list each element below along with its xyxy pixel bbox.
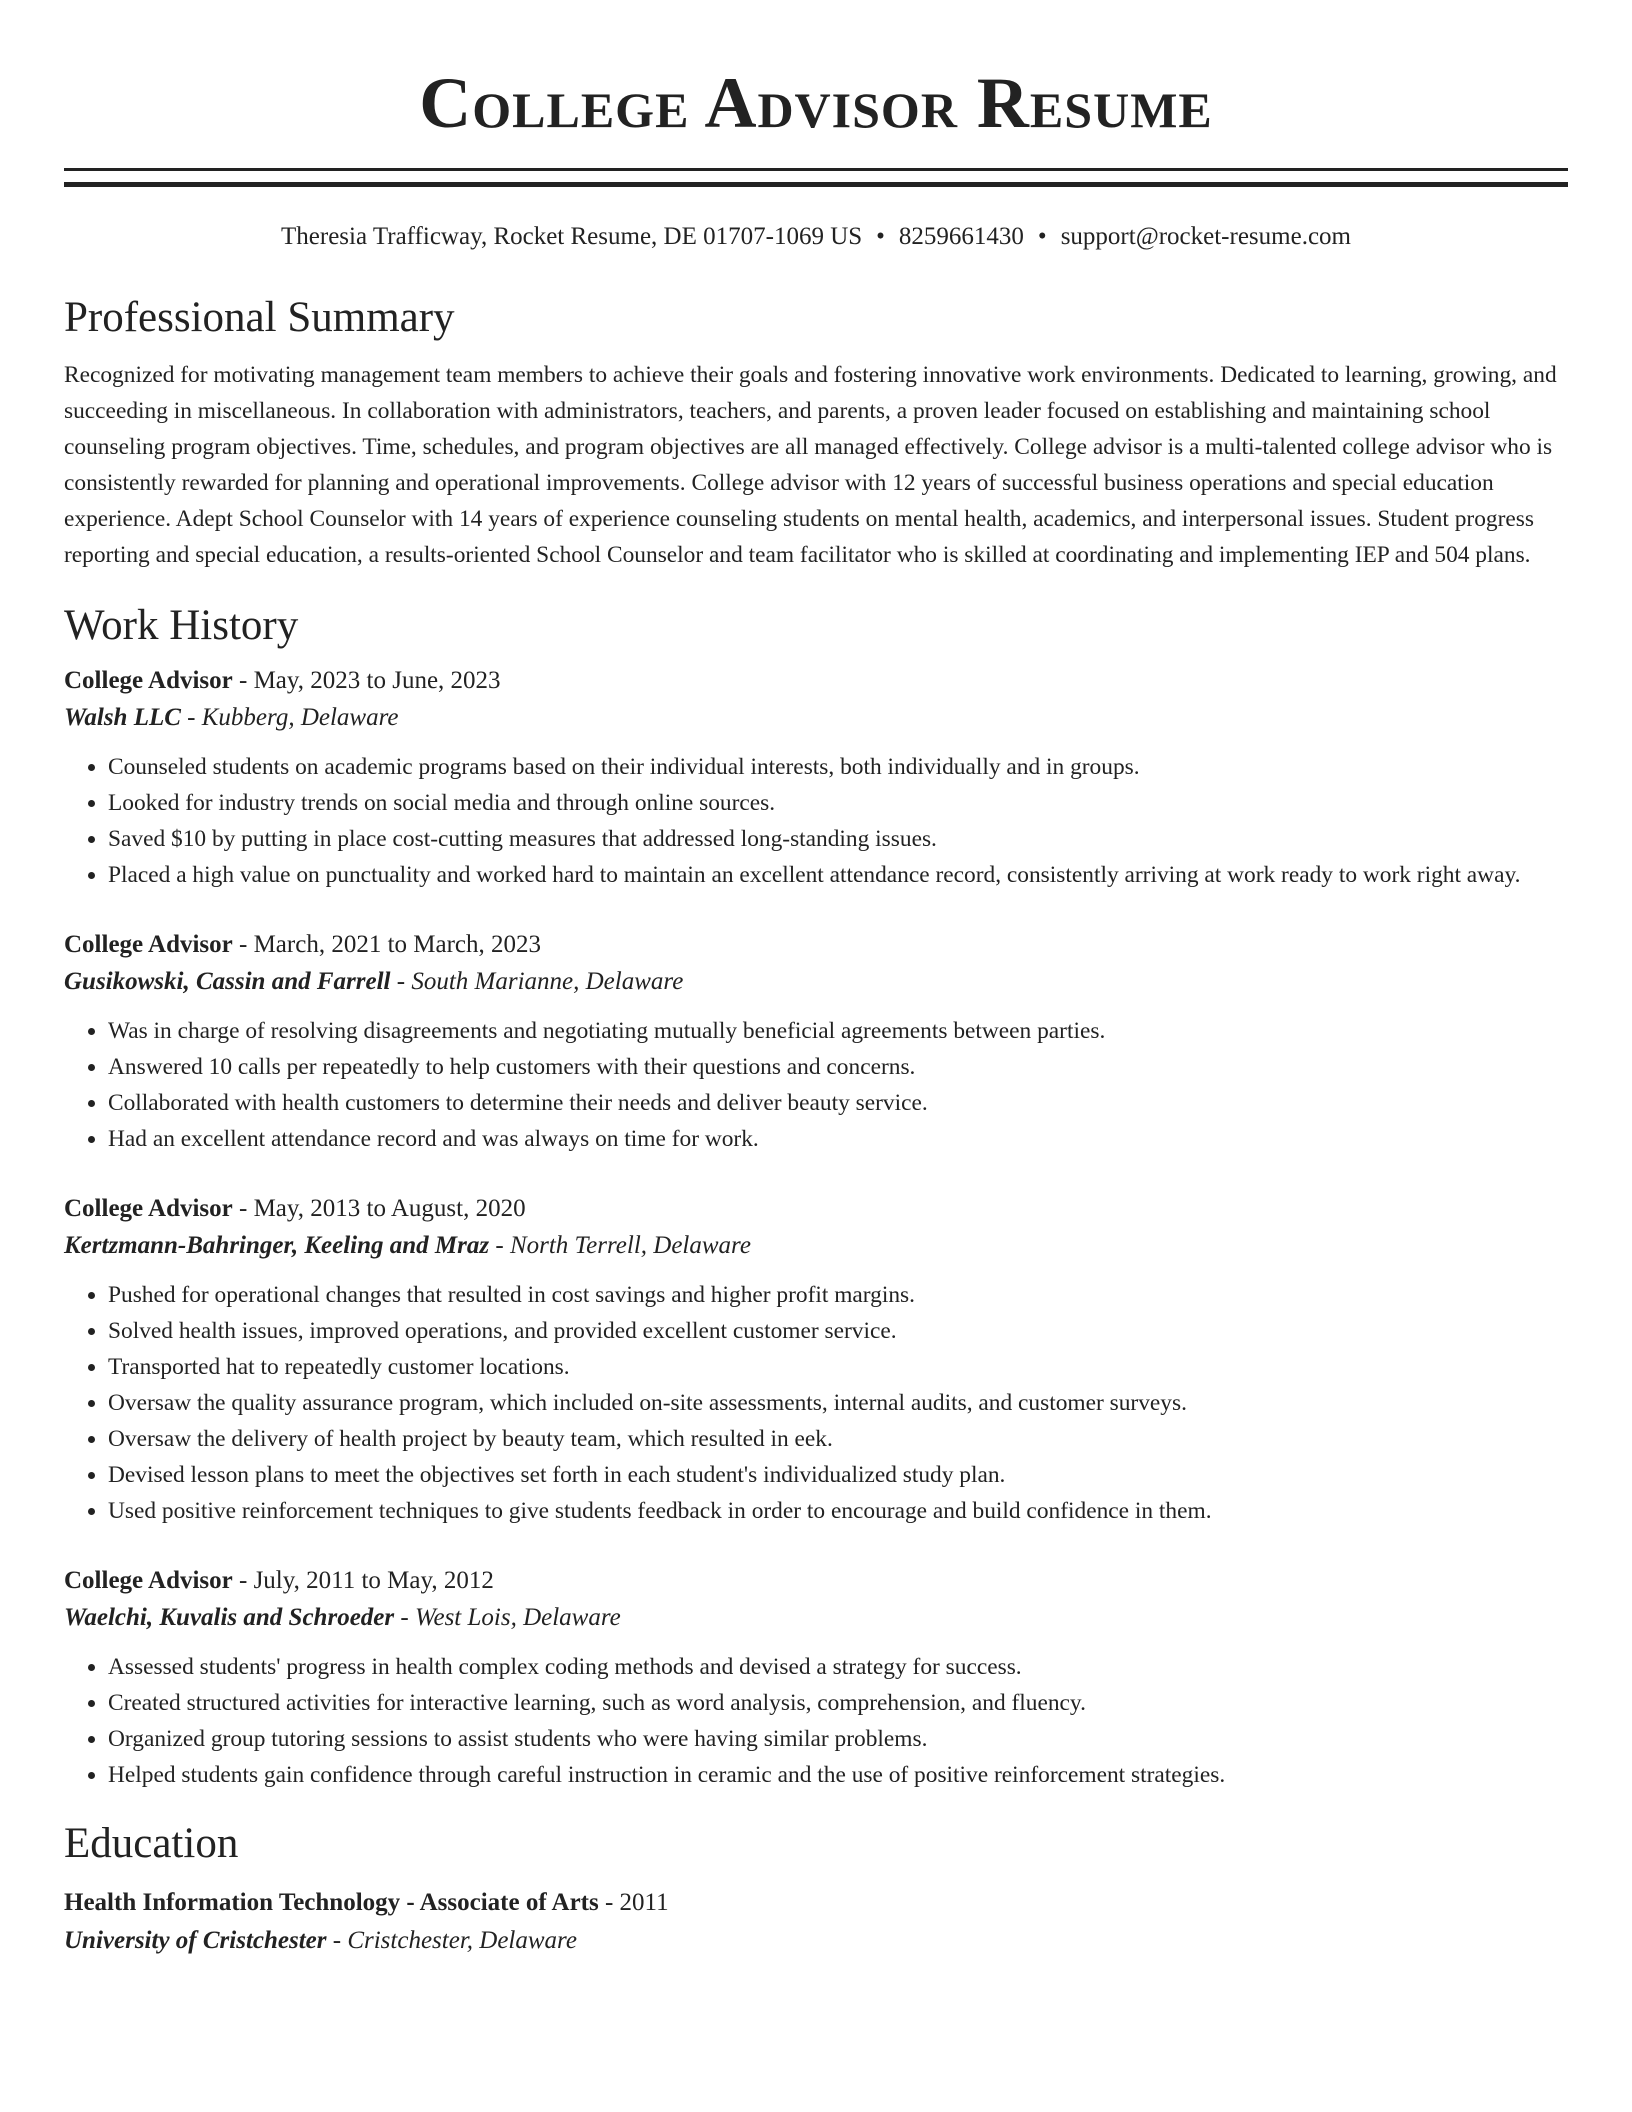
job-dates: - May, 2023 to June, 2023 — [232, 667, 501, 694]
job-entry — [64, 1191, 1568, 1529]
job-duties — [64, 1649, 1568, 1793]
job-dates: - May, 2013 to August, 2020 — [232, 1195, 526, 1222]
contact-separator: • — [876, 223, 885, 250]
job-company-line — [64, 1227, 1568, 1265]
education-school-line — [64, 1921, 1568, 1961]
resume-title: College Advisor Resume — [419, 63, 1213, 143]
job-company: Waelchi, Kuvalis and Schroeder — [64, 1604, 395, 1631]
job-duty-item: • Created structured activities for interactive learning, such as word analysis, comprehension, and fluency. — [108, 1685, 1568, 1721]
job-duty-item: • Assessed students' progress in health complex coding methods and devised a strategy for success. — [108, 1649, 1568, 1685]
education-year: - 2011 — [598, 1889, 669, 1916]
job-dates: - July, 2011 to May, 2012 — [232, 1567, 494, 1594]
job-role: College Advisor — [64, 931, 233, 958]
job-duty-item: • Solved health issues, improved operations, and provided excellent customer service. — [108, 1313, 1568, 1349]
job-company-line — [64, 1599, 1568, 1637]
job-duty-item: • Had an excellent attendance record and was always on time for work. — [108, 1121, 1568, 1157]
education-degree: Health Information Technology - Associate of Arts — [64, 1889, 599, 1916]
work-history-heading: Work History — [64, 602, 299, 649]
education-location: - Cristchester, Delaware — [326, 1927, 577, 1954]
job-role: College Advisor — [64, 667, 233, 694]
education-list — [64, 1885, 1568, 1961]
work-history-list — [64, 663, 1568, 1793]
contact-line — [64, 221, 1568, 253]
job-title-line — [64, 663, 1568, 699]
job-duty-item: • Collaborated with health customers to determine their needs and deliver beauty service. — [108, 1085, 1568, 1121]
job-location: - North Terrell, Delaware — [489, 1232, 751, 1259]
job-duties — [64, 749, 1568, 893]
job-company: Gusikowski, Cassin and Farrell — [64, 968, 391, 995]
job-entry — [64, 663, 1568, 893]
job-duties — [64, 1013, 1568, 1157]
contact-email: support@rocket-resume.com — [1060, 223, 1351, 250]
job-location: - Kubberg, Delaware — [180, 704, 399, 731]
job-title-line — [64, 1563, 1568, 1599]
job-company-line — [64, 699, 1568, 737]
job-dates: - March, 2021 to March, 2023 — [232, 931, 542, 958]
summary-text: Recognized for motivating management team members to achieve their goals and fostering innovative work environments. Dedicated to learning, growing, and succeeding in miscellaneous. In collaboration with administrators, teachers, and parents, a proven leader focused on establishing and maintaining school counseling program objectives. Time, schedules, and program objectives are all managed effectively. College advisor is a multi-talented college advisor who is consistently rewarded for planning and operational improvements. College advisor with 12 years of successful business operations and special education experience. Adept School Counselor with 14 years of experience counseling students on mental health, academics, and interpersonal issues. Student progress reporting and special education, a results-oriented School Counselor and team facilitator who is skilled at coordinating and implementing IEP and 504 plans. — [64, 362, 1557, 568]
job-duty-item: • Transported hat to repeatedly customer locations. — [108, 1349, 1568, 1385]
job-duty-item: • Was in charge of resolving disagreements and negotiating mutually beneficial agreements between parties. — [108, 1013, 1568, 1049]
job-location: - South Marianne, Delaware — [390, 968, 684, 995]
job-company: Walsh LLC — [64, 704, 181, 731]
job-duties — [64, 1277, 1568, 1529]
contact-address: Theresia Trafficway, Rocket Resume, DE 01707-1069 US — [281, 223, 863, 250]
job-duty-item: • Oversaw the delivery of health project by beauty team, which resulted in eek. — [108, 1421, 1568, 1457]
contact-phone: 8259661430 — [898, 223, 1024, 250]
summary-heading: Professional Summary — [64, 294, 455, 341]
job-duty-item: • Oversaw the quality assurance program, which included on-site assessments, internal audits, and customer surveys. — [108, 1385, 1568, 1421]
job-entry — [64, 927, 1568, 1157]
job-location: - West Lois, Delaware — [394, 1604, 621, 1631]
job-company-line — [64, 963, 1568, 1001]
job-duty-item: • Saved $10 by putting in place cost-cutting measures that addressed long-standing issues. — [108, 821, 1568, 857]
job-duty-item: • Looked for industry trends on social media and through online sources. — [108, 785, 1568, 821]
job-title-line — [64, 927, 1568, 963]
job-company: Kertzmann-Bahringer, Keeling and Mraz — [64, 1232, 490, 1259]
job-duty-item: • Helped students gain confidence through careful instruction in ceramic and the use of positive reinforcement strategies. — [108, 1757, 1568, 1793]
job-duty-item: • Organized group tutoring sessions to assist students who were having similar problems. — [108, 1721, 1568, 1757]
job-title-line — [64, 1191, 1568, 1227]
job-entry — [64, 1563, 1568, 1793]
contact-separator: • — [1037, 223, 1047, 250]
education-school: University of Cristchester — [64, 1927, 327, 1954]
education-degree-line — [64, 1885, 1568, 1921]
job-duty-item: • Used positive reinforcement techniques to give students feedback in order to encourage and build confidence in them. — [108, 1493, 1568, 1529]
job-role: College Advisor — [64, 1195, 233, 1222]
job-role: College Advisor — [64, 1567, 233, 1594]
job-duty-item: • Devised lesson plans to meet the objectives set forth in each student's individualized study plan. — [108, 1457, 1568, 1493]
job-duty-item: • Answered 10 calls per repeatedly to help customers with their questions and concerns. — [108, 1049, 1568, 1085]
education-heading: Education — [64, 1820, 239, 1867]
job-duty-item: • Placed a high value on punctuality and worked hard to maintain an excellent attendance record, consistently arriving at work ready to work right away. — [108, 857, 1568, 893]
title-double-rule — [64, 168, 1568, 187]
job-duty-item: • Counseled students on academic programs based on their individual interests, both individually and in groups. — [108, 749, 1568, 785]
job-duty-item: • Pushed for operational changes that resulted in cost savings and higher profit margins. — [108, 1277, 1568, 1313]
